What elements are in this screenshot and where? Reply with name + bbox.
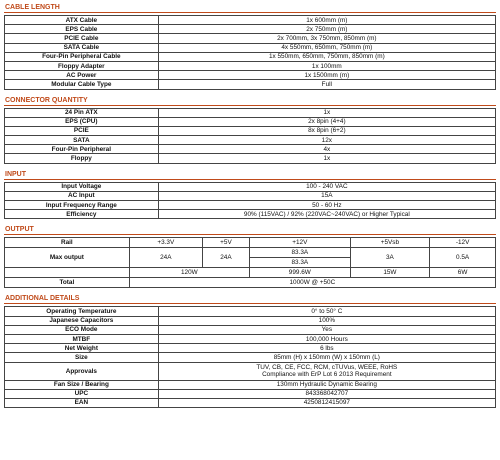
- spec-row: [5, 108, 496, 117]
- spec-row: [5, 344, 496, 353]
- spec-value: 6 lbs: [158, 344, 495, 353]
- spec-label: EAN: [5, 398, 159, 407]
- section-title-cable-length: CABLE LENGTH: [5, 4, 60, 11]
- spec-row: [5, 16, 496, 25]
- total-row: [5, 278, 496, 288]
- spec-row: [5, 201, 496, 210]
- spec-label: AC Input: [5, 191, 159, 200]
- spec-value: 1x 100mm: [158, 61, 495, 70]
- spec-label: Modular Cable Type: [5, 80, 159, 89]
- max-neg12v: 0.5A: [430, 248, 496, 268]
- spec-row: [5, 334, 496, 343]
- spec-row: [5, 34, 496, 43]
- spec-label: ECO Mode: [5, 325, 159, 334]
- spec-label: Japanese Capacitors: [5, 316, 159, 325]
- spec-row: [5, 307, 496, 316]
- spec-label: ATX Cable: [5, 16, 159, 25]
- spec-label: MTBF: [5, 334, 159, 343]
- section-divider: [4, 303, 496, 304]
- spec-value: 90% (115VAC) / 92% (220VAC~240VAC) or Higher Typical: [158, 210, 495, 219]
- spec-label: EPS Cable: [5, 25, 159, 34]
- spec-label: Four-Pin Peripheral Cable: [5, 52, 159, 61]
- rail-row: [5, 238, 496, 248]
- spec-value: 85mm (H) x 150mm (W) x 150mm (L): [158, 353, 495, 362]
- spec-row: [5, 154, 496, 163]
- max-output-label: Max output: [5, 248, 130, 268]
- spec-row: [5, 316, 496, 325]
- approvals-line-2: Compliance with ErP Lot 6 2013 Requirement: [262, 371, 392, 378]
- spec-value: 1x 550mm, 650mm, 750mm, 850mm (m): [158, 52, 495, 61]
- rail-neg12v: -12V: [430, 238, 496, 248]
- spec-sheet: [4, 3, 496, 408]
- section-title-output: OUTPUT: [5, 226, 34, 234]
- watts-12v: 999.6W: [250, 268, 351, 278]
- spec-value: 15A: [158, 191, 495, 200]
- output-table: [4, 237, 496, 288]
- spec-label: SATA Cable: [5, 43, 159, 52]
- spec-label: EPS (CPU): [5, 117, 159, 126]
- rail-3v3: +3.3V: [129, 238, 202, 248]
- spec-row: [5, 325, 496, 334]
- watts-blank: [5, 268, 130, 278]
- spec-label: UPC: [5, 389, 159, 398]
- spec-row: [5, 389, 496, 398]
- spec-value: 843368042707: [158, 389, 495, 398]
- spec-label: Floppy Adapter: [5, 61, 159, 70]
- spec-label: Floppy: [5, 154, 159, 163]
- approvals-line-1: TUV, CB, CE, FCC, RCM, cTUVus, WEEE, RoHS: [256, 363, 398, 371]
- spec-label: Input Voltage: [5, 182, 159, 191]
- additional-details-table: [4, 306, 496, 408]
- spec-label: PCIE Cable: [5, 34, 159, 43]
- total-label: Total: [5, 278, 130, 288]
- spec-row: [5, 191, 496, 200]
- rail-5vsb: +5Vsb: [350, 238, 430, 248]
- section-title-additional-details: ADDITIONAL DETAILS: [5, 295, 80, 303]
- section-title-connector-quantity: CONNECTOR QUANTITY: [5, 96, 88, 104]
- spec-value: 12x: [158, 136, 495, 145]
- spec-value: 4x 550mm, 650mm, 750mm (m): [158, 43, 495, 52]
- spec-label: AC Power: [5, 71, 159, 80]
- spec-row: [5, 145, 496, 154]
- approvals-value: [158, 362, 495, 380]
- watts-3v3-5v: 120W: [129, 268, 249, 278]
- spec-row: [5, 117, 496, 126]
- approvals-label: Approvals: [5, 362, 159, 380]
- watts-row: [5, 268, 496, 278]
- section-divider: [4, 12, 496, 13]
- section-title-input: INPUT: [5, 170, 26, 178]
- spec-value: 2x 750mm (m): [158, 25, 495, 34]
- spec-row: [5, 71, 496, 80]
- rail-12v: +12V: [250, 238, 351, 248]
- spec-value: 1x 600mm (m): [158, 16, 495, 25]
- max-3v3: 24A: [129, 248, 202, 268]
- spec-row: [5, 136, 496, 145]
- spec-value: 2x 700mm, 3x 750mm, 850mm (m): [158, 34, 495, 43]
- spec-label: Net Weight: [5, 344, 159, 353]
- approvals-row: [5, 362, 496, 380]
- spec-value: 4250812415097: [158, 398, 495, 407]
- spec-value: 1x 1500mm (m): [158, 71, 495, 80]
- spec-value: 130mm Hydraulic Dynamic Bearing: [158, 380, 495, 389]
- spec-label: Input Frequency Range: [5, 201, 159, 210]
- spec-label: Operating Temperature: [5, 307, 159, 316]
- section-divider: [4, 179, 496, 180]
- spec-label: Four-Pin Peripheral: [5, 145, 159, 154]
- cable-length-table: [4, 15, 496, 90]
- spec-row: [5, 398, 496, 407]
- spec-value: 100%: [158, 316, 495, 325]
- section-divider: [4, 234, 496, 235]
- spec-label: Size: [5, 353, 159, 362]
- spec-value: 1x: [158, 154, 495, 163]
- spec-row: [5, 80, 496, 89]
- max-5v: 24A: [202, 248, 249, 268]
- spec-value: 100 - 240 VAC: [158, 182, 495, 191]
- input-table: [4, 182, 496, 220]
- watts-5vsb: 15W: [350, 268, 430, 278]
- watts-neg12v: 6W: [430, 268, 496, 278]
- spec-row: [5, 25, 496, 34]
- rail-label: Rail: [5, 238, 130, 248]
- spec-label: Efficiency: [5, 210, 159, 219]
- spec-value: 1x: [158, 108, 495, 117]
- spec-value: 2x 8pin (4+4): [158, 117, 495, 126]
- spec-value: Yes: [158, 325, 495, 334]
- spec-value: 100,000 Hours: [158, 334, 495, 343]
- max-12v-b: 83.3A: [250, 258, 351, 268]
- rail-5v: +5V: [202, 238, 249, 248]
- spec-value: 4x: [158, 145, 495, 154]
- max-output-row: [5, 248, 496, 258]
- spec-value: 8x 8pin (6+2): [158, 126, 495, 135]
- spec-row: [5, 126, 496, 135]
- total-value: 1000W @ +50C: [129, 278, 495, 288]
- max-5vsb: 3A: [350, 248, 430, 268]
- section-divider: [4, 105, 496, 106]
- spec-row: [5, 52, 496, 61]
- spec-row: [5, 380, 496, 389]
- connector-quantity-table: [4, 108, 496, 164]
- spec-row: [5, 182, 496, 191]
- spec-label: Fan Size / Bearing: [5, 380, 159, 389]
- spec-row: [5, 353, 496, 362]
- spec-label: PCIE: [5, 126, 159, 135]
- spec-value: 0° to 50° C: [158, 307, 495, 316]
- spec-value: Full: [158, 80, 495, 89]
- spec-label: 24 Pin ATX: [5, 108, 159, 117]
- spec-value: 50 - 60 Hz: [158, 201, 495, 210]
- spec-row: [5, 43, 496, 52]
- max-12v-a: 83.3A: [250, 248, 351, 258]
- spec-row: [5, 210, 496, 219]
- spec-row: [5, 61, 496, 70]
- spec-label: SATA: [5, 136, 159, 145]
